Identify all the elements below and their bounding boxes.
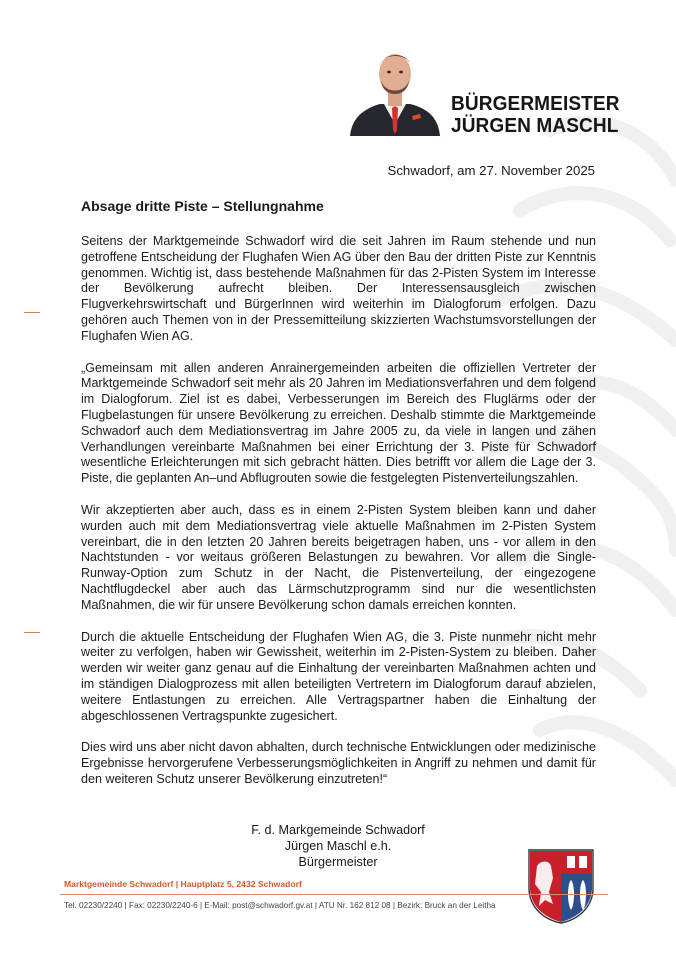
footer-contact: Tel. 02230/2240 | Fax: 02230/2240-6 | E-Mail: post@schwadorf.gv.at | ATU Nr. 162 812 08 | Bezirk: Bruck an der Leitha bbox=[64, 901, 496, 910]
fold-mark bbox=[24, 632, 40, 633]
body-paragraph: Seitens der Marktgemeinde Schwadorf wird die seit Jahren im Raum stehende und nun getroffene Entscheidung der Flughafen Wien AG über den Bau der dritten Piste zur Kenntnis genommen. Wichtig ist, dass bestehende Maßnahmen für das 2-Pisten System im Interesse der Bevölkerung aufrecht bleiben. Der Interessensausgleich zwischen Flugverkehrswirtschaft und BürgerInnen wird weiterhin im Dialogforum erfolgen. Dazu gehören auch Themen von in der Pressemitteilung skizzierten Wachstumsvorstellungen der Flughafen Wien AG. bbox=[81, 234, 596, 343]
body-paragraph: Wir akzeptierten aber auch, dass es in einem 2-Pisten System bleiben kann und daher wurden auch mit dem Mediationsvertrag viele aktuelle Maßnahmen im 2-Pisten System vereinbart, die in den letzten 20 Jahren bereits beigetragen haben, uns - vor allem in den Nachtstunden - vor weitaus größeren Belastungen zu bewahren. Vor allem die Single-Runway-Option zum Schutz in der Nacht, die Pistenverteilung, der eingezogene Nachtflugdeckel aber auch das Lärmschutzprogramm sind nur die wesentlichsten Maßnahmen, die wir für unsere Bevölkerung schon damals erreichen konnten. bbox=[81, 502, 596, 612]
footer-divider bbox=[60, 894, 608, 895]
signature-block bbox=[200, 823, 476, 871]
mayor-portrait bbox=[348, 44, 442, 136]
footer-address: Marktgemeinde Schwadorf | Hauptplatz 5, 2432 Schwadorf bbox=[64, 879, 302, 889]
mayor-title bbox=[451, 93, 620, 137]
date-line: Schwadorf, am 27. November 2025 bbox=[387, 163, 595, 178]
signature-line-3: Bürgermeister bbox=[298, 854, 378, 869]
signature-line-2: Jürgen Maschl e.h. bbox=[284, 838, 392, 853]
body-paragraph: Durch die aktuelle Entscheidung der Flughafen Wien AG, die 3. Piste nunmehr nicht mehr weiter zu verfolgen, haben wir Gewissheit, weiterhin im 2-Pisten-System zu bleiben. Daher werden wir weiter ganz genau auf die Einhaltung der vereinbarten Maßnahmen achten und im ständigen Dialogprozess mit allen beteiligten Vertretern im Dialogforum darauf abzielen, weitere Entlastungen zu erreichen. Alle Vertragspartner haben die Einhaltung der abgeschlossenen Vertragspunkte zugesichert. bbox=[81, 629, 596, 723]
letter-subject: Absage dritte Piste – Stellungnahme bbox=[81, 198, 324, 214]
letter-body bbox=[81, 234, 596, 804]
signature-line-1: F. d. Markgemeinde Schwadorf bbox=[251, 823, 425, 837]
title-line-2: JÜRGEN MASCHL bbox=[451, 114, 619, 137]
body-paragraph: Dies wird uns aber nicht davon abhalten, durch technische Entwicklungen oder medizinische Ergebnisse hervorgerufene Verbesserungsmöglichkeiten in Angriff zu nehmen und damit für den weiteren Schutz unserer Bevölkerung einzutreten!“ bbox=[81, 740, 596, 786]
title-line-1: BÜRGERMEISTER bbox=[451, 92, 620, 115]
body-paragraph: „Gemeinsam mit allen anderen Anrainergemeinden arbeiten die offiziellen Vertreter der Marktgemeinde Schwadorf seit mehr als 20 Jahren im Mediationsverfahren und dem folgend im Dialogforum. Ziel ist es dabei, Verbesserungen im Bereich des Fluglärms oder der Flugbelastungen für unsere Bevölkerung zu erreichen. Deshalb stimmte die Marktgemeinde Schwadorf auch dem Mediationsvertrag im Jahre 2005 zu, da viele in langen und zähen Verhandlungen vereinbarte Maßnahmen bei einer Errichtung der 3. Piste für Schwadorf wesentliche Erleichterungen mit sich gebracht hätten. Dies betrifft vor allem die Lage der 3. Piste, die geplanten An–und Abflugrouten sowie die festgelegten Pistenverteilungszahlen. bbox=[81, 360, 596, 486]
coat-of-arms-icon bbox=[527, 848, 595, 924]
fold-mark bbox=[24, 312, 40, 313]
